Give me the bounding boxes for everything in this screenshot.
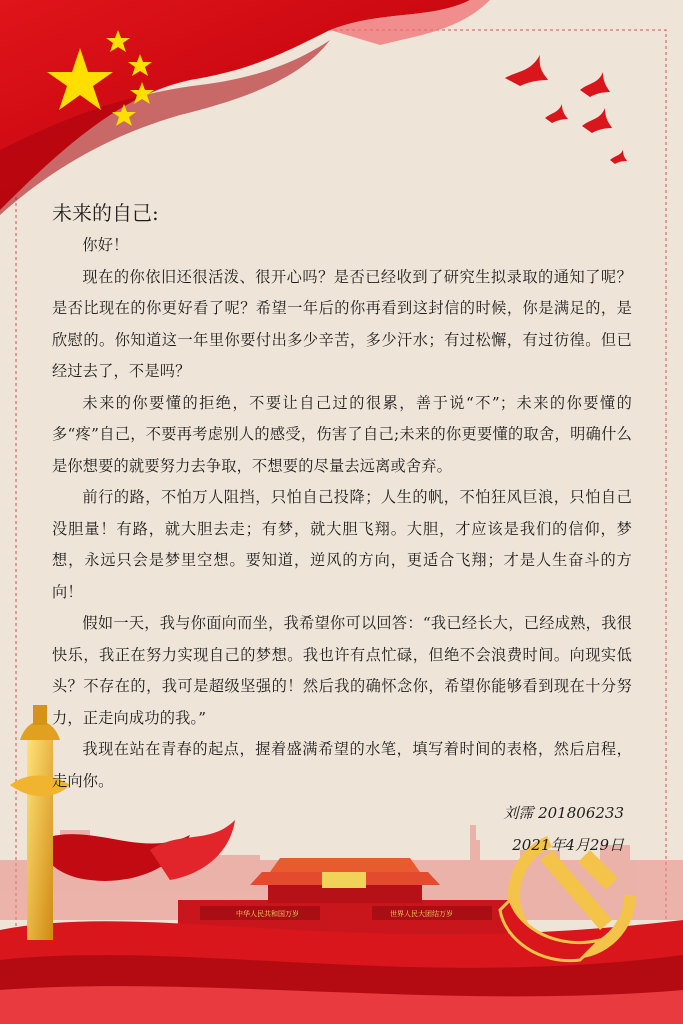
paragraph: 前行的路，不怕万人阻挡，只怕自己投降；人生的帆，不怕狂风巨浪，只怕自己没胆量！有路，就大胆去走；有梦，就大胆飞翔。大胆，才应该是我们的信仰，梦想，永远只会是梦里空想。要知道，逆风的方向，更适合飞翔；才是人生奋斗的方向！: [52, 488, 632, 601]
paragraph: 我现在站在青春的起点，握着盛满希望的水笔，填写着时间的表格，然后启程，走向你。: [52, 740, 632, 790]
signature: 刘霈 201806233: [503, 804, 624, 822]
paragraph: 未来的你要懂的拒绝，不要让自己过的很累，善于说“不”；未来的你要懂的多“疼”自己，不要再考虑别人的感受，伤害了自己;未来的你更要懂的取舍，明确什么是你想要的就要努力去争取，不想要的尽量去远离或舍弃。: [52, 393, 632, 475]
banner-left-text: 中华人民共和国万岁: [236, 910, 299, 918]
date: 2021年4月29日: [512, 836, 624, 854]
letter: [52, 198, 632, 861]
paragraph: 假如一天，我与你面向而坐，我希望你可以回答：“我已经长大，已经成熟，我很快乐，我正在努力实现自己的梦想。我也许有点忙碌，但绝不会浪费时间。向现实低头？不存在的，我可是超级坚强的！然后我的确怀念你，希望你能够看到现在十分努力，正走向成功的我。”: [52, 614, 632, 727]
banner-right-text: 世界人民大团结万岁: [390, 910, 453, 918]
greeting: 你好！: [82, 236, 129, 254]
letter-title: 未来的自己:: [52, 201, 159, 225]
paragraph: 现在的你依旧还很活泼、很开心吗？是否已经收到了研究生拟录取的通知了呢？是否比现在的你更好看了呢？希望一年后的你再看到这封信的时候，你是满足的，是欣慰的。你知道这一年里你要付出多少辛苦，多少汗水；有过松懈，有过彷徨。但已经过去了，不是吗？: [52, 267, 632, 380]
